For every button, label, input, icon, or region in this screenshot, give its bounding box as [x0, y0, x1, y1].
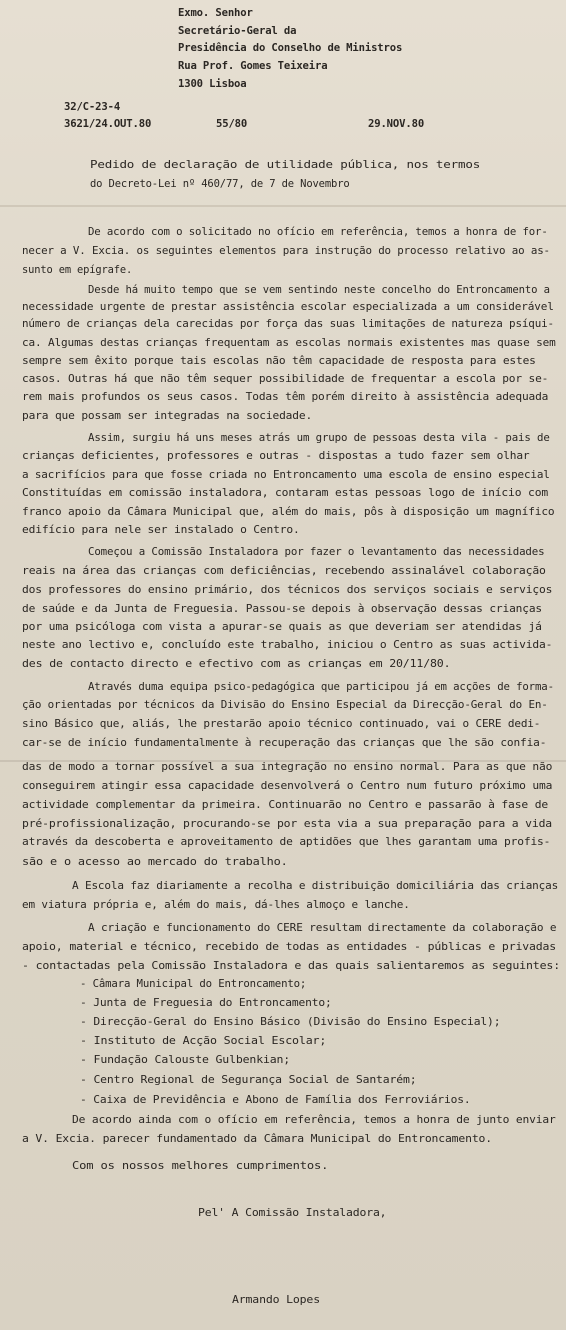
body-text-line: através da descoberta e aproveitamento de aptidões que lhes garantam uma profis-: [22, 836, 551, 848]
entity-list-item: - Centro Regional de Segurança Social de Santarém;: [80, 1074, 417, 1086]
body-text-line: edifício para nele ser instalado o Centro.: [22, 524, 300, 536]
body-text-line: des de contacto directo e efectivo com as crianças em 20/11/80.: [22, 658, 451, 670]
body-text-line: crianças deficientes, professores e outras - dispostas a tudo fazer sem olhar: [22, 450, 530, 462]
body-text-line: número de crianças dela carecidas por força das suas limitações de natureza psíqui-: [22, 318, 554, 330]
body-text-line: casos. Outras há que não têm sequer possibilidade de frequentar a escola por se-: [22, 373, 549, 385]
salutation: Com os nossos melhores cumprimentos.: [72, 1160, 329, 1172]
addressee-line: Secretário-Geral da: [178, 25, 297, 37]
body-text-line: sino Básico que, aliás, lhe prestarão apoio técnico continuado, vai o CERE dedi-: [22, 718, 541, 730]
body-text-line: a sacrifícios para que fosse criada no Entroncamento uma escola de ensino especial: [22, 469, 550, 481]
body-text-line: em viatura própria e, além do mais, dá-lhes almoço e lanche.: [22, 899, 410, 911]
body-text-line: A criação e funcionamento do CERE resultam directamente da colaboração e: [88, 922, 557, 934]
subject-line: Pedido de declaração de utilidade pública, nos termos: [90, 159, 481, 171]
body-text-line: necer a V. Excia. os seguintes elementos para instrução do processo relativo ao as-: [22, 245, 550, 257]
body-text-line: A Escola faz diariamente a recolha e distribuição domiciliária das crianças: [72, 880, 559, 892]
reference-code: 32/C-23-4: [64, 101, 121, 113]
addressee-line: Exmo. Senhor: [178, 7, 253, 19]
letter-date: 29.NOV.80: [368, 118, 425, 130]
body-text-line: De acordo com o solicitado no ofício em referência, temos a honra de for-: [88, 226, 548, 238]
body-text-line: pré-profissionalização, procurando-se por esta via a sua preparação para a vida: [22, 818, 553, 830]
closing-line: De acordo ainda com o ofício em referência, temos a honra de junto enviar: [72, 1114, 556, 1126]
body-text-line: - contactadas pela Comissão Instaladora e das quais salientaremos as seguintes:: [22, 960, 561, 972]
entity-list-item: - Direcção-Geral do Ensino Básico (Divisão do Ensino Especial);: [80, 1016, 501, 1028]
their-reference: 3621/24.OUT.80: [64, 118, 152, 130]
body-text-line: franco apoio da Câmara Municipal que, além do mais, pôs à disposição um magnífico: [22, 506, 555, 518]
entity-list-item: - Instituto de Acção Social Escolar;: [80, 1035, 327, 1047]
body-text-line: actividade complementar da primeira. Continuarão no Centro e passarão à fase de: [22, 799, 549, 811]
our-reference: 55/80: [216, 118, 248, 130]
body-text-line: dos professores do ensino primário, dos técnicos dos serviços sociais e serviços: [22, 584, 553, 596]
body-text-line: ção orientadas por técnicos da Divisão do Ensino Especial da Direcção-Geral do En-: [22, 699, 548, 711]
body-text-line: car-se de início fundamentalmente à recuperação das crianças que lhe são confia-: [22, 737, 547, 749]
body-text-line: Através duma equipa psico-pedagógica que participou já em acções de forma-: [88, 681, 554, 693]
body-text-line: das de modo a tornar possível a sua integração no ensino normal. Para as que não: [22, 761, 553, 773]
addressee-line: Rua Prof. Gomes Teixeira: [178, 60, 328, 72]
body-text-line: apoio, material e técnico, recebido de todas as entidades - públicas e privadas: [22, 941, 557, 953]
body-text-line: reais na área das crianças com deficiências, recebendo assinalável colaboração: [22, 565, 546, 577]
body-text-line: são e o acesso ao mercado do trabalho.: [22, 856, 288, 868]
body-text-line: Desde há muito tempo que se vem sentindo neste concelho do Entroncamento a: [88, 284, 550, 296]
body-text-line: rem mais profundos os seus casos. Todas têm porém direito à assistência adequada: [22, 391, 549, 403]
entity-list-item: - Câmara Municipal do Entroncamento;: [80, 978, 307, 990]
entity-list-item: - Fundação Calouste Gulbenkian;: [80, 1054, 291, 1066]
body-text-line: de saúde e da Junta de Freguesia. Passou-se depois à observação dessas crianças: [22, 603, 543, 615]
body-text-line: ca. Algumas destas crianças frequentam as escolas normais existentes mas quase sem: [22, 337, 556, 349]
signatory-name: Armando Lopes: [232, 1294, 320, 1306]
body-text-line: Constituídas em comissão instaladora, contaram estas pessoas logo de início com: [22, 487, 549, 499]
body-text-line: necessidade urgente de prestar assistência escolar especializada a um considerável: [22, 301, 554, 313]
body-text-line: por uma psicóloga com vista a apurar-se quais as que deveriam ser atendidas já: [22, 621, 542, 633]
addressee-line: 1300 Lisboa: [178, 78, 247, 90]
body-text-line: para que possam ser integradas na sociedade.: [22, 410, 313, 422]
body-text-line: Assim, surgiu há uns meses atrás um grupo de pessoas desta vila - pais de: [88, 432, 550, 444]
body-text-line: sempre sem êxito porque tais escolas não têm capacidade de resposta para estes: [22, 355, 536, 367]
signoff-line: Pel' A Comissão Instaladora,: [198, 1207, 387, 1219]
entity-list-item: - Junta de Freguesia do Entroncamento;: [80, 997, 332, 1009]
subject-line: do Decreto-Lei nº 460/77, de 7 de Novembro: [90, 178, 350, 190]
body-text-line: Começou a Comissão Instaladora por fazer o levantamento das necessidades: [88, 546, 545, 558]
body-text-line: neste ano lectivo e, concluído este trabalho, iniciou o Centro as suas activida-: [22, 639, 553, 651]
body-text-line: conseguirem atingir essa capacidade desenvolverá o Centro num futuro próximo uma: [22, 780, 553, 792]
closing-line: a V. Excia. parecer fundamentado da Câmara Municipal do Entroncamento.: [22, 1133, 492, 1145]
body-text-line: sunto em epígrafe.: [22, 264, 133, 276]
addressee-line: Presidência do Conselho de Ministros: [178, 42, 403, 54]
entity-list-item: - Caixa de Previdência e Abono de Família dos Ferroviários.: [80, 1094, 471, 1106]
